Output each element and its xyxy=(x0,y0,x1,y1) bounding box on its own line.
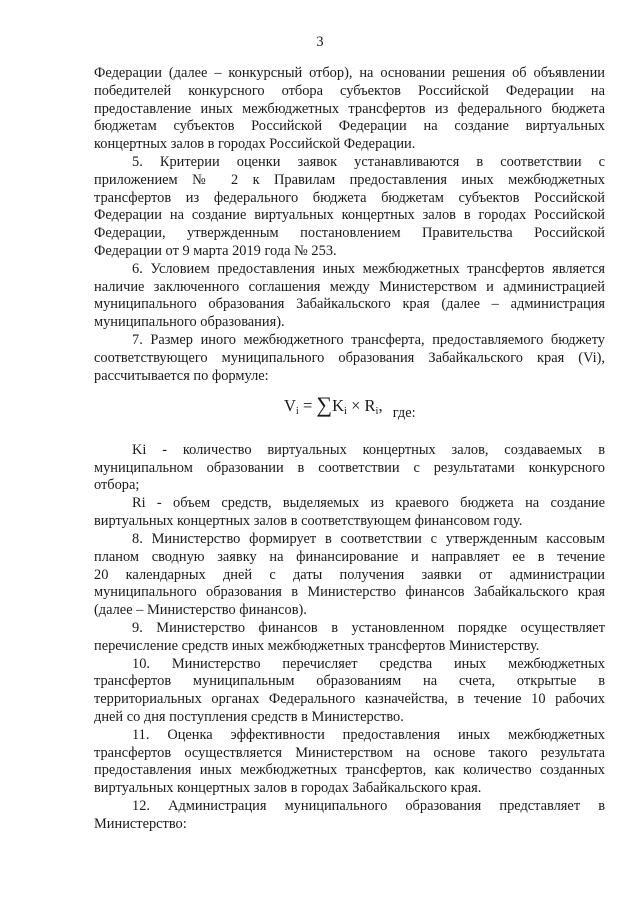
text-line: муниципальном образовании в соответствии с результатами конкурсного xyxy=(94,460,605,476)
text-line: перечисление средств иных межбюджетных трансфертов Министерству. xyxy=(94,638,540,654)
text-line: наличие заключенного соглашения между Министерством и администрацией xyxy=(94,279,605,295)
formula-comma: , xyxy=(378,396,383,415)
formula-k-subscript: i xyxy=(344,406,347,417)
text-line: Федерации от 9 марта 2019 года № 253. xyxy=(94,243,337,259)
text-line: трансфертов из федерального бюджета бюджетам субъектов Российской xyxy=(94,190,605,206)
text-line: соответствующего муниципального образования Забайкальского края (Vi), xyxy=(94,350,605,366)
text-line: дней со дня поступления средств в Министерство. xyxy=(94,709,404,725)
text-line: Федерации (далее – конкурсный отбор), на основании решения об объявлении xyxy=(94,65,605,81)
formula-sum-sign: ∑ xyxy=(316,392,333,417)
text-line: приложением № 2 к Правилам предоставления иных межбюджетных xyxy=(94,172,605,188)
text-line: бюджетам субъектов Российской Федерации на создание виртуальных xyxy=(94,118,605,134)
text-line: предоставления иных межбюджетных трансфертов, как количество созданных xyxy=(94,762,605,778)
page-number: 3 xyxy=(316,34,324,50)
paragraph-6-first-line: 6. Условием предоставления иных межбюджетных трансфертов является xyxy=(132,261,605,277)
paragraph-11-first-line: 11. Оценка эффективности предоставления иных межбюджетных xyxy=(132,727,605,743)
text-line: предоставление иных межбюджетных трансфертов из федерального бюджета xyxy=(94,101,605,117)
formula-times: × xyxy=(351,396,361,415)
text-line: рассчитывается по формуле: xyxy=(94,368,269,384)
paragraph-7-first-line: 7. Размер иного межбюджетного трансферта, предоставляемого бюджету xyxy=(132,332,605,348)
formula xyxy=(284,392,416,421)
formula-k: K xyxy=(332,396,345,415)
text-line: виртуальных концертных залов в соответствующем финансовом году. xyxy=(94,513,523,529)
text-line: виртуальных концертных залов в городах Забайкальского края. xyxy=(94,780,482,796)
paragraph-10-first-line: 10. Министерство перечисляет средства иных межбюджетных xyxy=(132,656,605,672)
text-line: 20 календарных дней с даты получения заявки от администрации xyxy=(94,567,605,583)
text-line: Федерации, утвержденным постановлением Правительства Российской xyxy=(94,225,605,241)
definition-ki-first-line: Ki - количество виртуальных концертных залов, создаваемых в xyxy=(132,442,605,458)
paragraph-12-first-line: 12. Администрация муниципального образования представляет в xyxy=(132,798,605,814)
paragraph-8-first-line: 8. Министерство формирует в соответствии с утвержденным кассовым xyxy=(132,531,605,547)
paragraph-5-first-line: 5. Критерии оценки заявок устанавливаются в соответствии с xyxy=(132,154,605,170)
formula-r-subscript: i xyxy=(375,406,379,417)
formula-r: R xyxy=(364,396,376,415)
text-line: муниципального образования). xyxy=(94,314,285,330)
formula-lhs-subscript: i xyxy=(295,406,299,417)
text-line: Министерство: xyxy=(94,816,187,832)
text-line: (далее – Министерство финансов). xyxy=(94,602,307,618)
formula-where: где: xyxy=(392,405,416,421)
text-line: победителей конкурсного отбора субъектов Российской Федерации на xyxy=(94,83,605,99)
text-line: планом сводную заявку на финансирование и направляет ее в течение xyxy=(94,549,605,565)
text-line: концертных залов в городах Российской Федерации. xyxy=(94,136,416,152)
text-line: трансфертов муниципальным образованиям на счета, открытые в xyxy=(94,673,605,689)
paragraph-9-first-line: 9. Министерство финансов в установленном порядке осуществляет xyxy=(132,620,605,636)
text-line: трансфертов осуществляется Министерством на основе такого результата xyxy=(94,745,605,761)
formula-equals: = xyxy=(302,396,313,415)
text-line: муниципального образования в Министерство финансов Забайкальского края xyxy=(94,584,605,600)
text-line: отбора; xyxy=(94,477,140,493)
text-line: Федерации на создание виртуальных концертных залов в городах Российской xyxy=(94,207,605,223)
text-line: территориальных органах Федерального казначейства, в течение 10 рабочих xyxy=(94,691,605,707)
text-line: муниципального образования Забайкальского края (далее – администрация xyxy=(94,296,605,312)
formula-lhs: V xyxy=(284,396,296,415)
definition-ri-first-line: Ri - объем средств, выделяемых из краевого бюджета на создание xyxy=(132,495,605,511)
